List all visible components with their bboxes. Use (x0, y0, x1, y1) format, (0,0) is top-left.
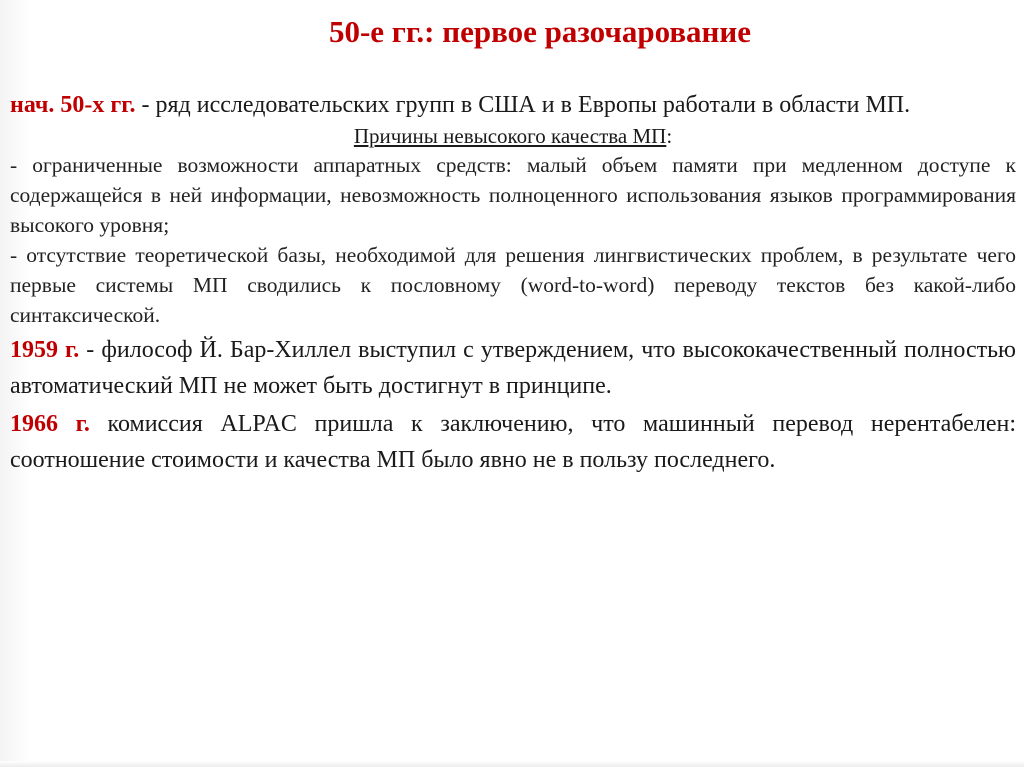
paragraph-1959-text: - философ Й. Бар-Хиллел выступил с утверждением, что высококачественный полностью автоматический МП не может быть достигнут в принципе. (10, 337, 1016, 399)
year-label-1966: 1966 г. (10, 411, 90, 437)
paragraph-1966 (10, 406, 1016, 478)
paragraph-1959 (10, 332, 1016, 404)
reasons-heading (10, 123, 1016, 150)
slide-title: 50-е гг.: первое разочарование (328, 14, 752, 49)
period-label-early-50s: нач. 50-х гг. (10, 92, 136, 118)
paragraph-early-50s-text: - ряд исследовательских групп в США и в Европы работали в области МП. (135, 92, 911, 118)
reasons-heading-colon: : (666, 124, 673, 148)
slide-content (10, 90, 1016, 478)
reasons-heading-text: Причины невысокого качества МП (353, 124, 667, 148)
bottom-shadow (0, 761, 1024, 767)
year-label-1959: 1959 г. (10, 337, 80, 363)
paragraph-early-50s (10, 90, 1016, 121)
reason-item-hardware: - ограниченные возможности аппаратных средств: малый объем памяти при медленном доступе к содержащейся в ней информации, невозможность полноценного использования языков программирования высокого уровня; (10, 153, 1016, 237)
paragraph-1966-text: комиссия ALPAC пришла к заключению, что машинный перевод нерентабелен: соотношение стоимости и качества МП было явно не в пользу последнего. (10, 411, 1017, 473)
reason-item-theory: - отсутствие теоретической базы, необходимой для решения лингвистических проблем, в результате чего первые системы МП сводились к пословному (word-to-word) переводу текстов без какой-либо синтаксической. (10, 243, 1016, 327)
